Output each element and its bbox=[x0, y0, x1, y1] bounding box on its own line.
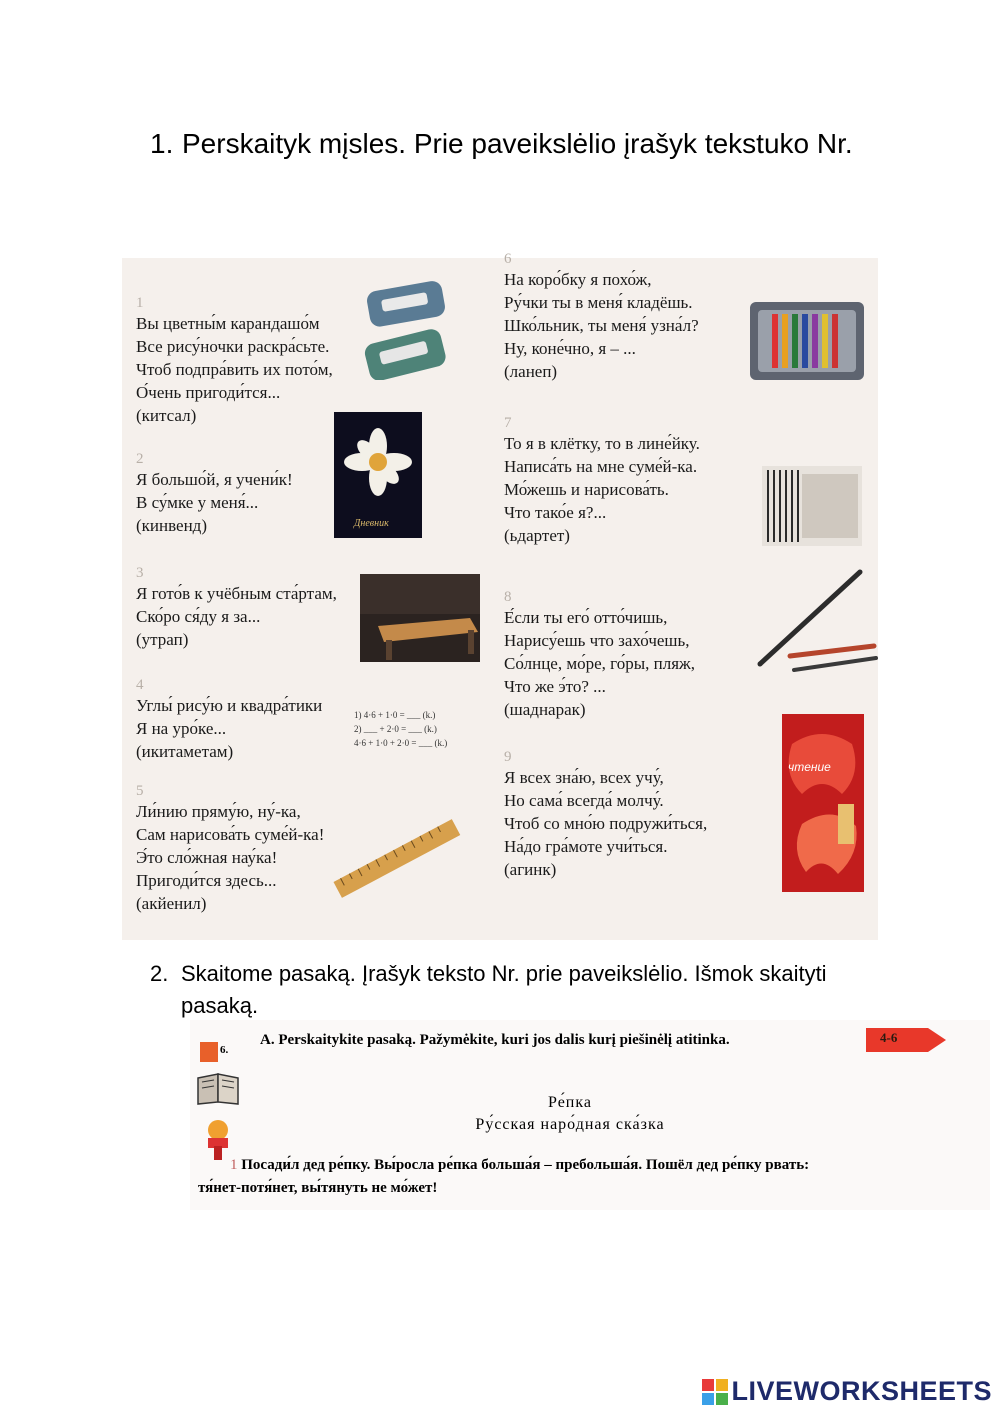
exercise-book-picture bbox=[762, 466, 862, 546]
pencil-case-picture bbox=[748, 298, 866, 384]
task1-number: 1. bbox=[150, 128, 174, 159]
tale-text bbox=[198, 1154, 810, 1200]
riddle-9: 9 Я всех зна́ю, всех учу́, Но сама́ всегда́ молчу́. Чтоб со мно́ю подружи́ться, На́до гра́моте учи́ться. (агинк) bbox=[504, 749, 708, 879]
desk-picture bbox=[360, 574, 480, 662]
math-picture bbox=[354, 708, 447, 750]
tale-subtitle: Ру́сская наро́дная ска́зка bbox=[475, 1116, 665, 1133]
tale-line-1: Посади́л дед ре́пку. Вы́росла ре́пка больша́я – пребольша́я. Пошёл дед ре́пку рвать: bbox=[241, 1157, 810, 1173]
pages-badge bbox=[866, 1026, 948, 1054]
tale-title: Ре́пка bbox=[548, 1094, 592, 1111]
reading-book-picture bbox=[782, 714, 864, 892]
riddles-scan bbox=[122, 251, 878, 940]
exercise-number: 6. bbox=[220, 1044, 229, 1056]
math-line: 2) ___ + 2·0 = ___ (k.) bbox=[354, 724, 437, 734]
task1-heading bbox=[150, 122, 880, 166]
fairy-tale-scan bbox=[190, 1020, 990, 1210]
task2-heading bbox=[150, 958, 870, 1022]
notebook-picture bbox=[334, 412, 422, 538]
riddle-6: 6 На коро́бку я похо́ж, Ру́чки ты в меня́ кладёшь. Шко́льник, ты меня́ узна́л? Ну, коне́чно, я – ... (ланеп) bbox=[504, 251, 699, 381]
notebook-cover-text: Дневник bbox=[354, 518, 389, 529]
math-line: 4·6 + 1·0 + 2·0 = ___ (k.) bbox=[354, 738, 448, 748]
tale-line-2: тя́нет-потя́нет, вы́тянуть не мо́жет! bbox=[198, 1180, 438, 1196]
ruler-picture bbox=[328, 814, 464, 904]
badge-text: 4-6 bbox=[880, 1030, 898, 1045]
riddle-1: 1 Вы цветны́м карандашо́м Все рису́ночки раскра́сьте. Чтоб подпра́вить их пото́м, О́чень пригоди́тся... (китсал) bbox=[136, 295, 333, 425]
eraser-picture bbox=[360, 274, 450, 380]
task1-text: Perskaityk mįsles. Prie paveikslėlio įrašyk tekstuko Nr. bbox=[182, 128, 853, 159]
liveworksheets-logo bbox=[702, 1376, 992, 1407]
pencils-picture bbox=[754, 564, 878, 674]
task2-text: Skaitome pasaką. Įrašyk teksto Nr. prie paveikslėlio. Išmok skaityti pasaką. bbox=[181, 961, 827, 1018]
riddle-7: 7 То я в клётку, то в лине́йку. Написа́ть на мне суме́й-ка. Мо́жешь и нарисова́ть. Что тако́е я?... (ьдартет) bbox=[504, 415, 700, 545]
riddle-4: 4 Углы́ рису́ю и квадра́тики Я на уро́ке... (икитаметам) bbox=[136, 677, 323, 761]
riddle-8: 8 Е́сли ты его́ отто́чишь, Нарису́ешь что захо́чешь, Со́лнце, мо́ре, го́ры, пляж, Что же э́то? ... (шаднарак) bbox=[504, 589, 696, 719]
book-cover-text: чтение bbox=[788, 760, 831, 774]
tale-title-block bbox=[190, 1092, 950, 1136]
task2-number: 2. bbox=[150, 961, 169, 986]
logo-icon bbox=[702, 1379, 728, 1405]
riddle-5: 5 Ли́нию пряму́ю, ну́-ка, Сам нарисова́ть суме́й-ка! Э́то сло́жная нау́ка! Пригоди́тся здесь... (акйенил) bbox=[136, 783, 325, 913]
logo-text: LIVEWORKSHEETS bbox=[731, 1376, 992, 1406]
exercise-marker bbox=[200, 1042, 218, 1062]
math-line: 1) 4·6 + 1·0 = ___ (k.) bbox=[354, 710, 436, 720]
riddle-3: 3 Я гото́в к учёбным ста́ртам, Ско́ро ся́ду я за... (утрап) bbox=[136, 565, 337, 649]
riddle-2: 2 Я большо́й, я учени́к! В су́мке у меня́... (кинвенд) bbox=[136, 451, 293, 535]
fairy-instruction: A. Perskaitykite pasaką. Pažymėkite, kuri jos dalis kurį piešinėlį atitinka. bbox=[260, 1032, 730, 1048]
paragraph-number: 1 bbox=[230, 1157, 238, 1173]
